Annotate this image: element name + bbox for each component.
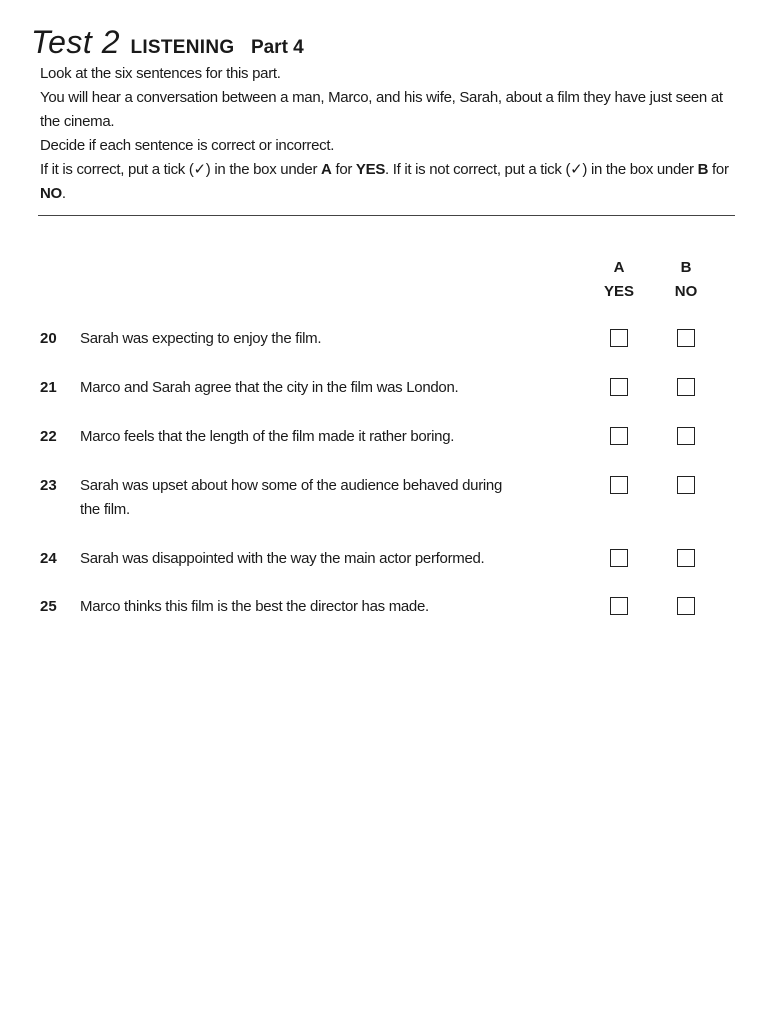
- tick-text: . If it is not correct, put a tick (✓) in the box under: [385, 161, 698, 178]
- instruction-line: You will hear a conversation between a man, Marco, and his wife, Sarah, about a film they have just seen at the cinema.: [40, 89, 723, 130]
- column-a-label: YES: [603, 283, 634, 300]
- part-title: Part 4: [250, 37, 304, 58]
- column-a-letter: A: [613, 259, 625, 276]
- question-text: Marco feels that the length of the film made it rather boring.: [80, 428, 455, 445]
- instruction-line: Look at the six sentences for this part.: [40, 65, 281, 82]
- yes-checkbox[interactable]: [610, 549, 628, 567]
- question-number: 22: [40, 428, 57, 445]
- question-number: 21: [40, 379, 57, 396]
- divider: [38, 215, 735, 216]
- question-text: Marco thinks this film is the best the director has made.: [80, 598, 429, 615]
- no-checkbox[interactable]: [677, 476, 695, 494]
- instruction-line: Decide if each sentence is correct or incorrect.: [40, 137, 335, 154]
- yes-checkbox[interactable]: [610, 378, 628, 396]
- question-text: Sarah was disappointed with the way the main actor performed.: [80, 550, 485, 567]
- section-title: LISTENING: [130, 37, 235, 58]
- column-b-header: [656, 256, 716, 304]
- column-b-letter: B: [680, 259, 692, 276]
- no-checkbox[interactable]: [677, 427, 695, 445]
- question-number: 25: [40, 598, 57, 615]
- column-b-label: NO: [674, 283, 698, 300]
- tick-text: for: [331, 161, 356, 178]
- question-text: Marco and Sarah agree that the city in the film was London.: [80, 379, 459, 396]
- tick-b: B: [697, 161, 709, 178]
- tick-text: .: [61, 185, 66, 202]
- yes-checkbox[interactable]: [610, 476, 628, 494]
- tick-text: If it is correct, put a tick (✓) in the box under: [40, 161, 322, 178]
- no-checkbox[interactable]: [677, 549, 695, 567]
- test-title: Test 2: [31, 24, 120, 60]
- instructions: [40, 62, 740, 206]
- question-number: 24: [40, 550, 57, 567]
- tick-a: A: [321, 161, 332, 178]
- column-a-header: [589, 256, 649, 304]
- no-checkbox[interactable]: [677, 329, 695, 347]
- question-number: 23: [40, 477, 57, 494]
- tick-yes: YES: [355, 161, 386, 178]
- no-checkbox[interactable]: [677, 597, 695, 615]
- question-text: Sarah was expecting to enjoy the film.: [80, 330, 322, 347]
- tick-no: NO: [40, 185, 62, 202]
- question-number: 20: [40, 330, 57, 347]
- question-text: Sarah was upset about how some of the audience behaved during the film.: [80, 477, 503, 518]
- page-header: [31, 24, 304, 61]
- yes-checkbox[interactable]: [610, 427, 628, 445]
- no-checkbox[interactable]: [677, 378, 695, 396]
- tick-instruction: [40, 158, 740, 206]
- yes-checkbox[interactable]: [610, 597, 628, 615]
- tick-text: for: [708, 161, 729, 178]
- yes-checkbox[interactable]: [610, 329, 628, 347]
